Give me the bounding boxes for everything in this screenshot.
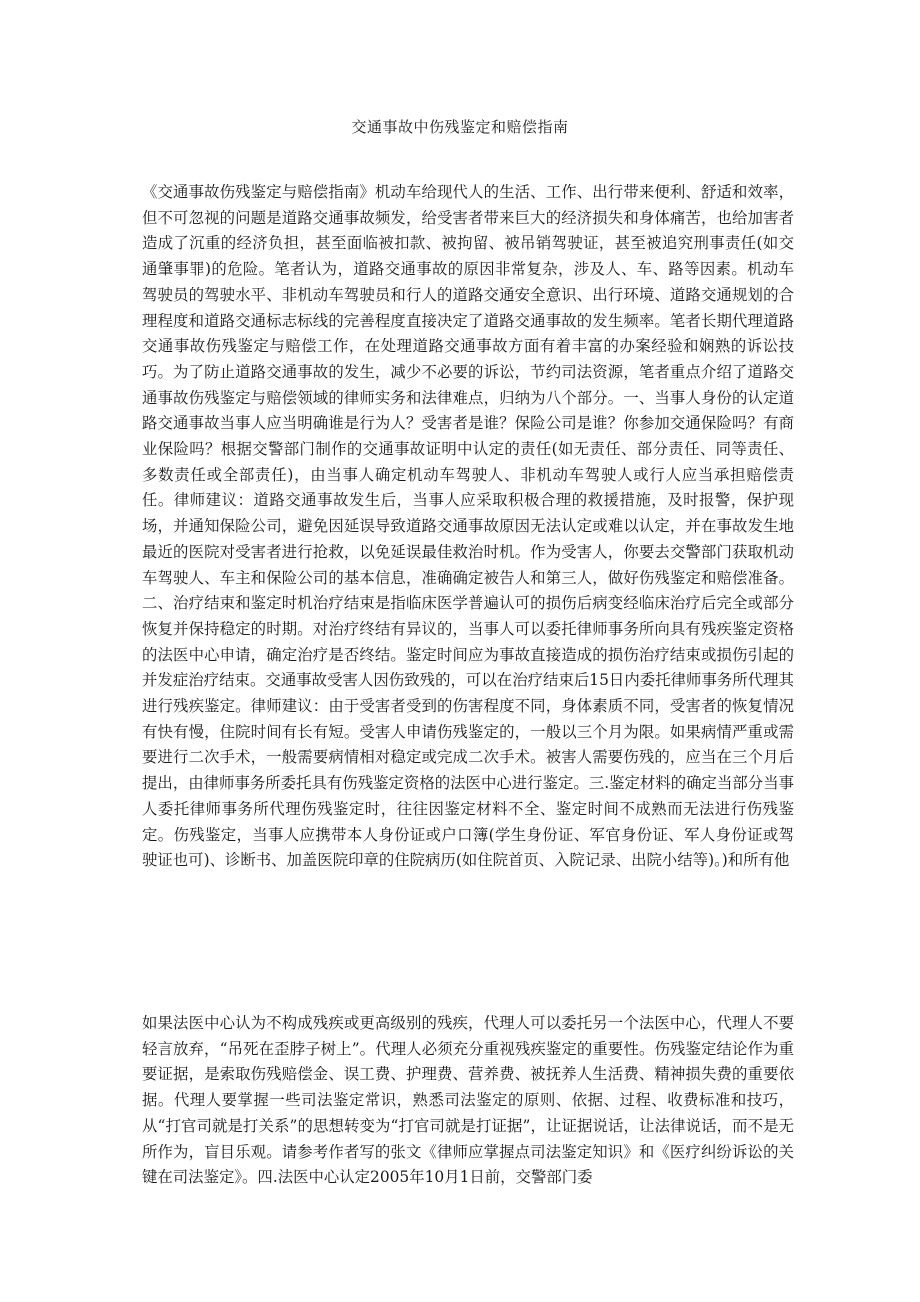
body-paragraph-2: 如果法医中心认为不构成残疾或更高级别的残疾，代理人可以委托另一个法医中心，代理人不要轻言放弃，“吊死在歪脖子树上”。代理人必须充分重视残疾鉴定的重要性。伤残鉴定结论作为重要证据，是索取伤残赔偿金、误工费、护理费、营养费、被抚养人生活费、精神损失费的重要依据。代理人要掌握一些司法鉴定常识，熟悉司法鉴定的原则、依据、过程、收费标准和技巧，从“打官司就是打关系”的思想转变为“打官司就是打证据”，让证据说话，让法律说话，而不是无所作为，盲目乐观。请参考作者写的张文《律师应掌握点司法鉴定知识》和《医疗纠纷诉讼的关键在司法鉴定》。四.法医中心认定2005年10月1日前，交警部门委 xyxy=(142,1014,794,1187)
document-title: 交通事故中伤残鉴定和赔偿指南 xyxy=(351,118,569,136)
body-paragraph-1: 《交通事故伤残鉴定与赔偿指南》机动车给现代人的生活、工作、出行带来便利、舒适和效率，但不可忽视的问题是道路交通事故频发，给受害者带来巨大的经济损失和身体痛苦，也给加害者造成了沉重的经济负担，甚至面临被扣款、被拘留、被吊销驾驶证，甚至被追究刑事责任(如交通肇事罪)的危险。笔者认为，道路交通事故的原因非常复杂，涉及人、车、路等因素。机动车驾驶员的驾驶水平、非机动车驾驶员和行人的道路交通安全意识、出行环境、道路交通规划的合理程度和道路交通标志标线的完善程度直接决定了道路交通事故的发生频率。笔者长期代理道路交通事故伤残鉴定与赔偿工作，在处理道路交通事故方面有着丰富的办案经验和娴熟的诉讼技巧。为了防止道路交通事故的发生，减少不必要的诉讼，节约司法资源，笔者重点介绍了道路交通事故伤残鉴定与赔偿领域的律师实务和法律难点，归纳为八个部分。一、当事人身份的认定道路交通事故当事人应当明确谁是行为人？受害者是谁？保险公司是谁？你参加交通保险吗？有商业保险吗？根据交警部门制作的交通事故证明中认定的责任(如无责任、部分责任、同等责任、多数责任或全部责任)，由当事人确定机动车驾驶人、非机动车驾驶人或行人应当承担赔偿责任。律师建议：道路交通事故发生后，当事人应采取积极合理的救援措施，及时报警，保护现场，并通知保险公司，避免因延误导致道路交通事故原因无法认定或难以认定，并在事故发生地最近的医院对受害者进行抢救，以免延误最佳救治时机。作为受害人，你要去交警部门获取机动车驾驶人、车主和保险公司的基本信息，准确确定被告人和第三人，做好伤残鉴定和赔偿准备。二、治疗结束和鉴定时机治疗结束是指临床医学普遍认可的损伤后病变经临床治疗后完全或部分恢复并保持稳定的时期。对治疗终结有异议的，当事人可以委托律师事务所向具有残疾鉴定资格的法医中心申请，确定治疗是否终结。鉴定时间应为事故直接造成的损伤治疗结束或损伤引起的并发症治疗结束。交通事故受害人因伤致残的，可以在治疗结束后15日内委托律师事务所代理其进行残疾鉴定。律师建议：由于受害者受到的伤害程度不同，身体素质不同，受害者的恢复情况有快有慢，住院时间有长有短。受害人申请伤残鉴定的，一般以三个月为限。如果病情严重或需要进行二次手术，一般需要病情相对稳定或完成二次手术。被害人需要伤残的，应当在三个月后提出，由律师事务所委托具有伤残鉴定资格的法医中心进行鉴定。三.鉴定材料的确定当部分当事人委托律师事务所代理伤残鉴定时，往往因鉴定材料不全、鉴定时间不成熟而无法进行伤残鉴定。伤残鉴定，当事人应携带本人身份证或户口簿(学生身份证、军官身份证、军人身份证或驾驶证也可)、诊断书、加盖医院印章的住院病历(如住院首页、入院记录、出院小结等)。)和所有他 xyxy=(142,183,794,870)
